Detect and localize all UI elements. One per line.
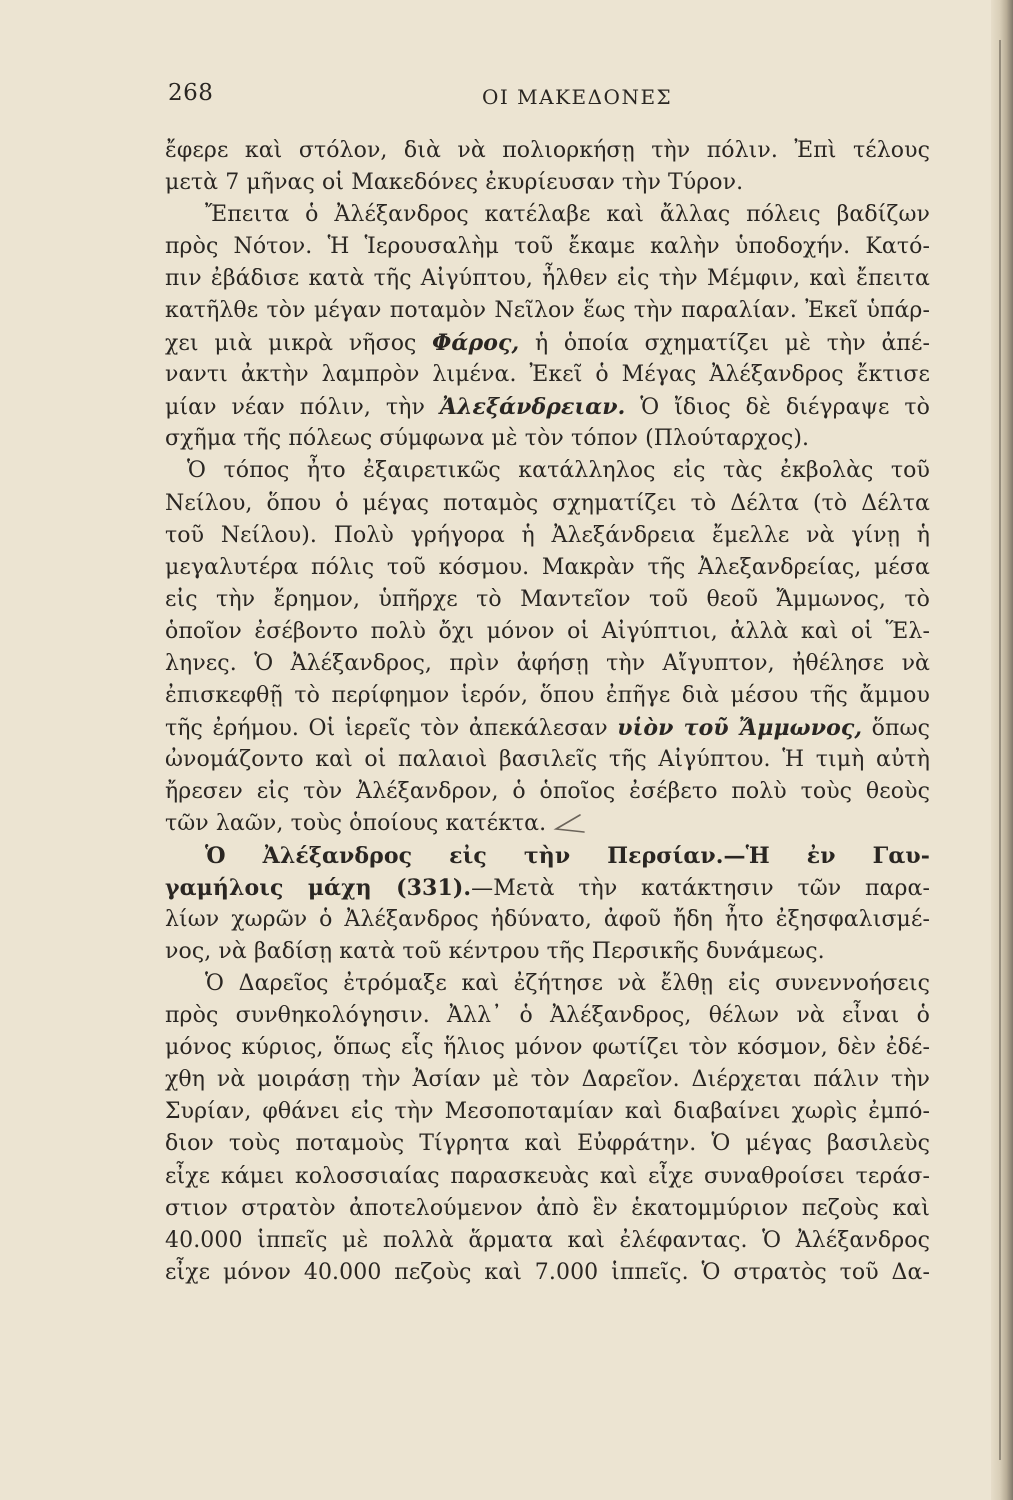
text-line: [165, 423, 930, 455]
text-line: [165, 455, 930, 487]
text-run: —Μετὰ τὴν κατάκτησιν τῶν παρα-: [471, 876, 930, 902]
text-line: [165, 1128, 930, 1160]
section-heading: γαμήλοις μάχη (331).: [165, 875, 472, 902]
text-run: εἶχε κάμει κολοσσιαίας παρασκευὰς καὶ εἶχε συναθροίσει τεράσ-: [165, 1163, 930, 1189]
text-line: [165, 840, 930, 872]
text-line: [165, 167, 930, 199]
text-run: 40.000 ἱππεῖς μὲ πολλὰ ἅρματα καὶ ἐλέφαντας. Ὁ Ἀλέξανδρος: [165, 1227, 930, 1253]
text-line: [165, 904, 930, 936]
text-line: [165, 616, 930, 648]
text-line: [165, 199, 930, 231]
text-run: κατῆλθε τὸν μέγαν ποταμὸν Νεῖλον ἕως τὴν παραλίαν. Ἐκεῖ ὑπάρ-: [165, 298, 930, 324]
text-line: [165, 327, 930, 359]
text-line: [165, 648, 930, 680]
text-line: [165, 872, 930, 904]
page-number: 268: [168, 80, 214, 106]
emphasized-term: Φάρος,: [432, 330, 520, 357]
text-run: διον τοὺς ποταμοὺς Τίγρητα καὶ Εὐφράτην. Ὁ μέγας βασιλεὺς: [165, 1131, 930, 1157]
body-text: [165, 135, 930, 1289]
text-run: Νείλου, ὅπου ὁ μέγας ποταμὸς σχηματίζει τὸ Δέλτα (τὸ Δέλτα: [165, 490, 930, 516]
text-run: πρὸς συνθηκολόγησιν. Ἀλλ᾽ ὁ Ἀλέξανδρος, θέλων νὰ εἶναι ὁ: [165, 1003, 930, 1029]
running-head: ΟΙ ΜΑΚΕΔΟΝΕΣ: [482, 85, 673, 109]
pencil-mark-icon: [550, 813, 588, 835]
text-run: τοῦ Νείλου). Πολὺ γρήγορα ἡ Ἀλεξάνδρεια ἔμελλε νὰ γίνῃ ἡ: [165, 522, 930, 548]
text-run: Συρίαν, φθάνει εἰς τὴν Μεσοποταμίαν καὶ διαβαίνει χωρὶς ἐμπό-: [165, 1099, 930, 1125]
text-run: πρὸς Νότον. Ἡ Ἱερουσαλὴμ τοῦ ἔκαμε καλὴν ὑποδοχήν. Κατό-: [165, 234, 930, 260]
text-run: μεγαλυτέρα πόλις τοῦ κόσμου. Μακρὰν τῆς Ἀλεξανδρείας, μέσα: [165, 554, 930, 580]
text-line: [165, 680, 930, 712]
text-run: πιν ἐβάδισε κατὰ τῆς Αἰγύπτου, ἦλθεν εἰς τὴν Μέμφιν, καὶ ἔπειτα: [165, 266, 930, 292]
text-run: σχῆμα τῆς πόλεως σύμφωνα μὲ τὸν τόπον (Πλούταρχος).: [165, 426, 810, 452]
text-run: χθη νὰ μοιράσῃ τὴν Ἀσίαν μὲ τὸν Δαρεῖον. Διέρχεται πάλιν τὴν: [165, 1067, 930, 1093]
text-line: [165, 1096, 930, 1128]
text-line: [165, 936, 930, 968]
text-run: εἰς τὴν ἔρημον, ὑπῆρχε τὸ Μαντεῖον τοῦ θεοῦ Ἄμμωνος, τὸ: [165, 586, 930, 612]
text-line: [165, 1225, 930, 1257]
text-line: [165, 231, 930, 263]
text-line: [165, 391, 930, 423]
text-line: [165, 776, 930, 808]
emphasized-term: υἱὸν τοῦ Ἄμμωνος,: [617, 714, 863, 741]
text-line: [165, 1032, 930, 1064]
text-run: ἡ ὁποία σχηματίζει μὲ τὴν ἀπέ-: [519, 331, 930, 357]
text-line: [165, 359, 930, 391]
text-line: [165, 808, 930, 840]
text-run: Ἔπειτα ὁ Ἀλέξανδρος κατέλαβε καὶ ἄλλας πόλεις βαδίζων: [205, 202, 930, 228]
text-run: Ὁ ἴδιος δὲ διέγραψε τὸ: [625, 395, 930, 421]
text-run: εἶχε μόνον 40.000 πεζοὺς καὶ 7.000 ἱππεῖς. Ὁ στρατὸς τοῦ Δα-: [165, 1259, 930, 1285]
emphasized-term: Ἀλεξάνδρειαν.: [439, 394, 626, 421]
text-line: [165, 552, 930, 584]
text-run: τῶν λαῶν, τοὺς ὁποίους κατέκτα.: [165, 810, 547, 836]
text-run: Ὁ Δαρεῖος ἐτρόμαξε καὶ ἐζήτησε νὰ ἔλθῃ εἰς συνεννοήσεις: [205, 971, 930, 997]
text-line: [165, 263, 930, 295]
text-run: μίαν νέαν πόλιν, τὴν: [165, 395, 440, 421]
binding-line: [999, 40, 1001, 1460]
text-line: [165, 488, 930, 520]
text-run: τῆς ἐρήμου. Οἱ ἱερεῖς τὸν ἀπεκάλεσαν: [165, 715, 618, 741]
text-run: μετὰ 7 μῆνας οἱ Μακεδόνες ἐκυρίευσαν τὴν Τύρον.: [165, 170, 744, 196]
text-line: [165, 1257, 930, 1289]
text-run: ἔφερε καὶ στόλον, διὰ νὰ πολιορκήσῃ τὴν πόλιν. Ἐπὶ τέλους: [165, 138, 930, 163]
text-line: [165, 968, 930, 1000]
text-line: [165, 1193, 930, 1225]
text-run: ὁποῖον ἐσέβοντο πολὺ ὄχι μόνον οἱ Αἰγύπτιοι, ἀλλὰ καὶ οἱ Ἕλ-: [165, 618, 930, 644]
text-line: [165, 520, 930, 552]
section-heading: Ὁ Ἀλέξανδρος εἰς τὴν Περσίαν.—Ἡ ἐν Γαυ-: [205, 843, 930, 870]
text-run: Ὁ τόπος ἦτο ἐξαιρετικῶς κατάλληλος εἰς τὰς ἐκβολὰς τοῦ: [187, 458, 930, 484]
text-run: ὠνομάζοντο καὶ οἱ παλαιοὶ βασιλεῖς τῆς Αἰγύπτου. Ἡ τιμὴ αὐτὴ: [165, 746, 930, 772]
text-line: [165, 584, 930, 616]
text-run: ὅπως: [862, 715, 930, 741]
text-run: χει μιὰ μικρὰ νῆσος: [165, 331, 433, 357]
text-line: [165, 295, 930, 327]
text-line: [165, 1161, 930, 1193]
text-run: ἤρεσεν εἰς τὸν Ἀλέξανδρον, ὁ ὁποῖος ἐσέβετο πολὺ τοὺς θεοὺς: [165, 778, 930, 804]
text-run: μόνος κύριος, ὅπως εἷς ἥλιος μόνον φωτίζει τὸν κόσμον, δὲν ἐδέ-: [165, 1035, 930, 1061]
page-edge-shadow: [991, 0, 1013, 1500]
text-line: [165, 1000, 930, 1032]
text-run: στιον στρατὸν ἀποτελούμενον ἀπὸ ἓν ἑκατομμύριον πεζοὺς καὶ: [165, 1195, 930, 1221]
text-line: [165, 744, 930, 776]
text-run: λίων χωρῶν ὁ Ἀλέξανδρος ἠδύνατο, ἀφοῦ ἤδη ἦτο ἐξησφαλισμέ-: [165, 907, 930, 933]
text-run: ναντι ἀκτὴν λαμπρὸν λιμένα. Ἐκεῖ ὁ Μέγας Ἀλέξανδρος ἔκτισε: [165, 362, 930, 388]
text-line: [165, 712, 930, 744]
text-run: νος, νὰ βαδίσῃ κατὰ τοῦ κέντρου τῆς Περσικῆς δυνάμεως.: [165, 939, 825, 965]
text-line: [165, 1064, 930, 1096]
text-run: ληνες. Ὁ Ἀλέξανδρος, πρὶν ἀφήσῃ τὴν Αἴγυπτον, ἠθέλησε νὰ: [165, 650, 930, 676]
text-run: ἐπισκεφθῇ τὸ περίφημον ἱερόν, ὅπου ἐπῆγε διὰ μέσου τῆς ἄμμου: [165, 682, 930, 708]
text-line: [165, 135, 930, 167]
